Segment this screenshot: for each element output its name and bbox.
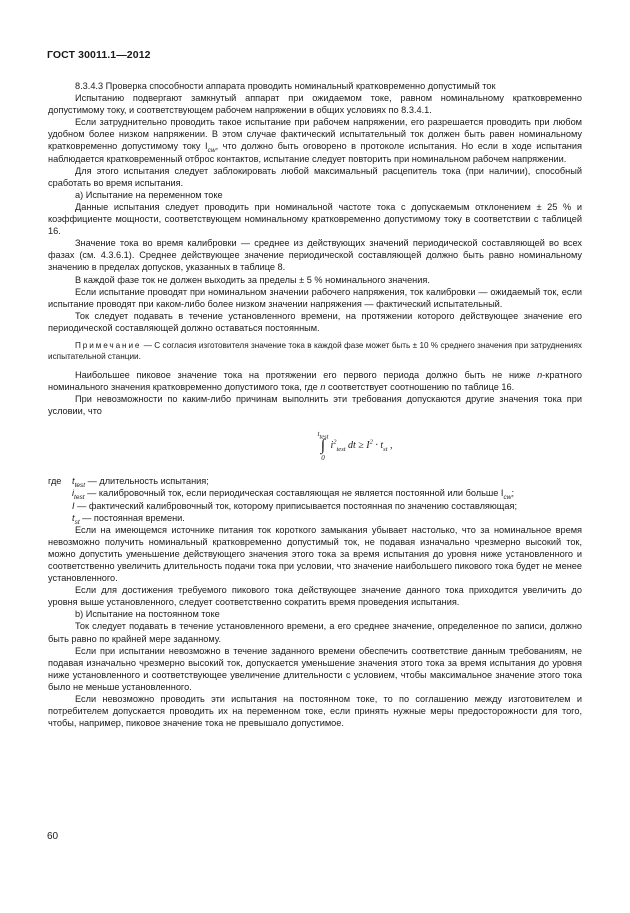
paragraph: Ток следует подавать в течение установленного времени, на протяжении которого действующее значение его периодической составляющей должно оставаться постоянным. bbox=[48, 310, 582, 333]
paragraph: Для этого испытания следует заблокировать любой максимальный расцепитель тока (при наличии), способный сработать во время испытания. bbox=[48, 165, 582, 188]
document-header: ГОСТ 30011.1—2012 bbox=[47, 49, 151, 61]
paragraph: Если для достижения требуемого пикового тока действующее значение данного тока приходится увеличить до уровня выше установленного, следует соответственно сократить время проведения испытания. bbox=[48, 585, 582, 608]
paragraph: Если на имеющемся источнике питания ток короткого замыкания убывает настолько, что за номинальное время невозможно получить номинальный кратковременно допустимый ток, не подавая изначально чрезмерно высокий ток, можно допустить уменьшение действующего значения этого тока за время испытания до уровня ниже установленного и соответственно увеличить длительность подачи тока при условии, что значение наибольшего пикового тока будет не менее установленного. bbox=[48, 524, 582, 584]
paragraph: Данные испытания следует проводить при номинальной частоте тока с допускаемым отклонением ± 25 % и коэффициенте мощности, соответствующем номинальному кратковременно допустимому току в соответствии с таблицей 16. bbox=[48, 201, 582, 237]
integral-sign: $t_{test}$ ∫ 0 bbox=[317, 430, 329, 463]
paragraph: Если испытание проводят при номинальном значении рабочего напряжения, ток калибровки — ожидаемый ток, если испытание проводят при каком-либо более низком значении напряжения — фактический испытательный. bbox=[48, 286, 582, 309]
note: Примечание — С согласия изготовителя значение тока в каждой фазе может быть ± 10 % среднего значения при затруднениях испытательной станции. bbox=[48, 340, 582, 361]
definition-item: I — фактический калибровочный ток, которому приписывается постоянная по значению составляющая; bbox=[72, 500, 517, 511]
paragraph: Если невозможно проводить эти испытания на постоянном токе, то по соглашению между изготовителем и потребителем допускается проводить их на переменном токе, если принять нужные меры предосторожности для того, чтобы, например, пиковое значение тока не превышало допустимое. bbox=[48, 694, 582, 729]
paragraph: Если при испытании невозможно в течение заданного времени обеспечить соответствие данным требованиям, не подавая изначально чрезмерно высокий ток, допускается уменьшение значения этого тока за время испытания до уровня ниже установленного и соответствующее увеличение длительности с условием, чтобы максимальное значение этого тока было не меньше установленного. bbox=[48, 645, 582, 692]
section-heading: а) Испытание на переменном токе bbox=[75, 189, 223, 200]
paragraph: 8.3.4.3 Проверка способности аппарата проводить номинальный кратковременно допустимый ток bbox=[75, 81, 496, 91]
paragraph: Значение тока во время калибровки — среднее из действующих значений периодической составляющей во всех фазах (см. 4.3.6.1). Среднее действующее значение периодической составляющей должно быть равно номинальному значению в пределах допусков, указанных в таблице 8. bbox=[48, 238, 582, 273]
definition-item: $t_{st}$ — постоянная времени. bbox=[72, 512, 185, 526]
section-heading: b) Испытание на постоянном токе bbox=[75, 609, 220, 620]
paragraph: Ток следует подавать в течение установленного времени, а его среднее значение, определенное по записи, должно быть равно по крайней мере заданному. bbox=[48, 621, 582, 644]
definition-item: где $t_{test}$ — длительность испытания; bbox=[48, 476, 209, 490]
paragraph: В каждой фазе ток не должен выходить за пределы ± 5 % номинального значения. bbox=[75, 274, 430, 285]
paragraph: При невозможности по каким-либо причинам выполнить эти требования допускаются другие значения тока при условии, что bbox=[48, 394, 582, 417]
page-number: 60 bbox=[47, 831, 59, 842]
paragraph: Если затруднительно проводить такое испытание при рабочем напряжении, его разрешается проводить при любом удобном более низком напряжении. В этом случае фактический испытательный ток должен быть равен номинальному кратковременно допустимому току $I_{cw}$, что должно быть оговорено в протоколе испытания. Но если в ходе испытания наблюдается кратковременный отброс контактов, испытание следует повторить при номинальном рабочем напряжении. bbox=[48, 117, 582, 164]
paragraph: Испытанию подвергают замкнутый аппарат при ожидаемом токе, равном номинальному кратковременно допустимому току, и соответствующем рабочем напряжении в общих условиях по 8.3.4.1. bbox=[48, 93, 582, 116]
integral-formula: $t_{test}$ ∫ 0 $i^2_{test}$ dt ≥ $I^2 \cdot t_{st}$ , bbox=[317, 430, 393, 463]
definition-item: $i_{test}$ — калибровочный ток, если периодическая составляющая не является постоянной или больше $I_{cw}$; bbox=[72, 488, 514, 502]
document-body bbox=[48, 80, 582, 729]
paragraph: Наибольшее пиковое значение тока на протяжении его первого периода должно быть не ниже n-кратного номинального значения кратковременно допустимого тока, где n соответствует соотношению по таблице 16. bbox=[48, 369, 582, 393]
